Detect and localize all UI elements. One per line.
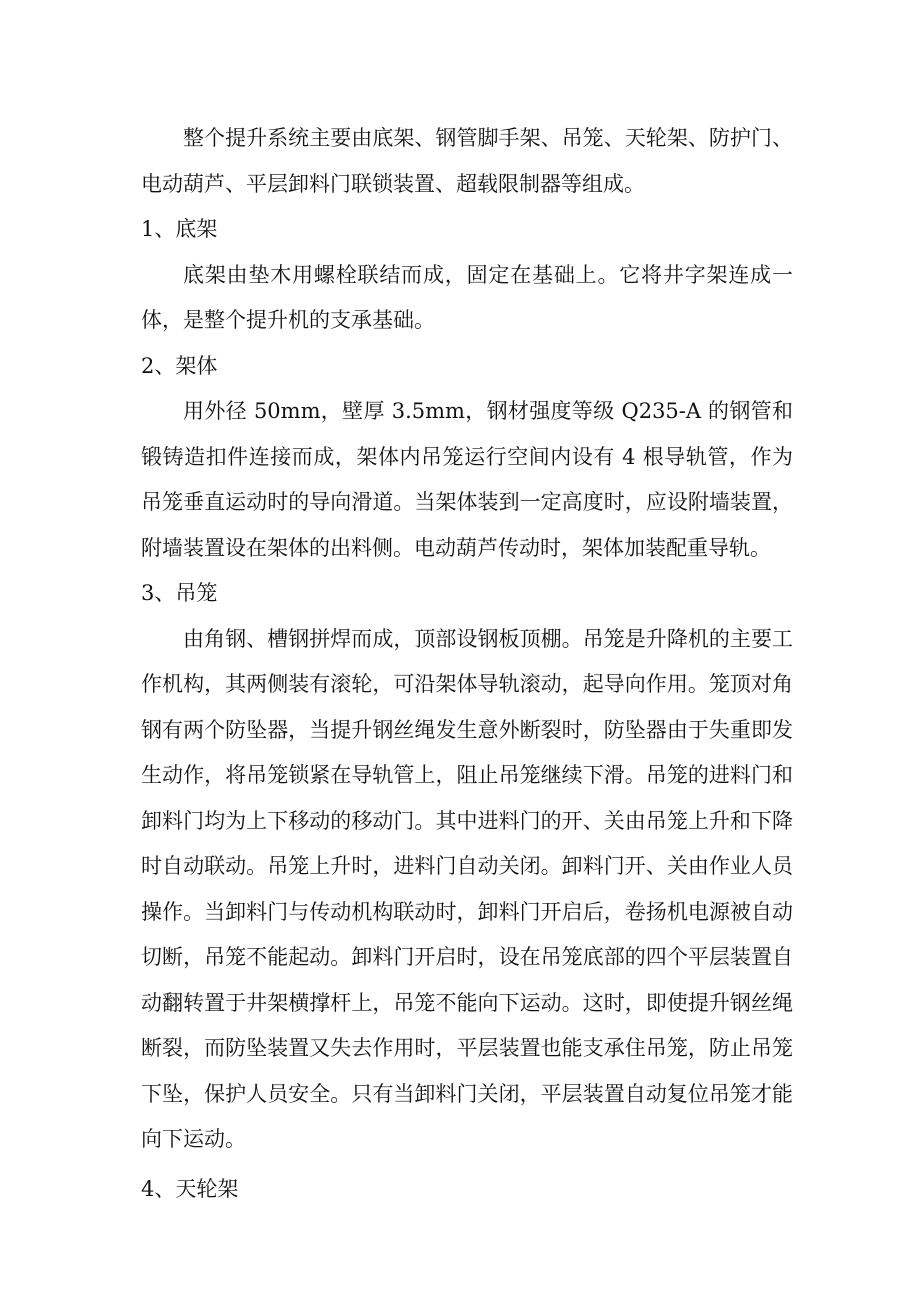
section-heading-cage: 3、吊笼 bbox=[141, 581, 218, 605]
section-heading-base-frame: 1、底架 bbox=[141, 217, 218, 241]
section-heading-frame-body: 2、架体 bbox=[141, 353, 218, 378]
section-body-cage: 由角钢、槽钢拼焊而成，顶部设钢板顶棚。吊笼是升降机的主要工作机构，其两侧装有滚轮，可沿架体导轨滚动，起导向作用。笼顶对角钢有两个防坠器，当提升钢丝绳发生意外断裂时，防坠器由于失重即发生动作，将吊笼锁紧在导轨管上，阻止吊笼继续下滑。吊笼的进料门和卸料门均为上下移动的移动门。其中进料门的开、关由吊笼上升和下降时自动联动。吊笼上升时，进料门自动关闭。卸料门开、关由作业人员操作。当卸料门与传动机构联动时，卸料门开启后，卷扬机电源被自动切断，吊笼不能起动。卸料门开启时，设在吊笼底部的四个平层装置自动翻转置于井架横撑杆上，吊笼不能向下运动。这时，即使提升钢丝绳断裂，而防坠装置又失去作用时，平层装置也能支承住吊笼，防止吊笼下坠，保护人员安全。只有当卸料门关闭，平层装置自动复位吊笼才能向下运动。 bbox=[141, 626, 793, 1151]
section-heading-crown-wheel-frame: 4、天轮架 bbox=[141, 1176, 239, 1201]
intro-paragraph: 整个提升系统主要由底架、钢管脚手架、吊笼、天轮架、防护门、电动葫芦、平层卸料门联锁装置、超载限制器等组成。 bbox=[141, 126, 793, 196]
section-body-base-frame: 底架由垫木用螺栓联结而成，固定在基础上。它将井字架连成一体，是整个提升机的支承基础。 bbox=[141, 262, 793, 332]
section-body-frame-body: 用外径 50mm，壁厚 3.5mm，钢材强度等级 Q235-A 的钢管和锻铸造扣件连接而成，架体内吊笼运行空间内设有 4 根导轨管，作为吊笼垂直运动时的导向滑道。当架体装到一定高度时，应设附墙装置，附墙装置设在架体的出料侧。电动葫芦传动时，架体加装配重导轨。 bbox=[141, 399, 793, 560]
document-page bbox=[141, 116, 793, 1212]
